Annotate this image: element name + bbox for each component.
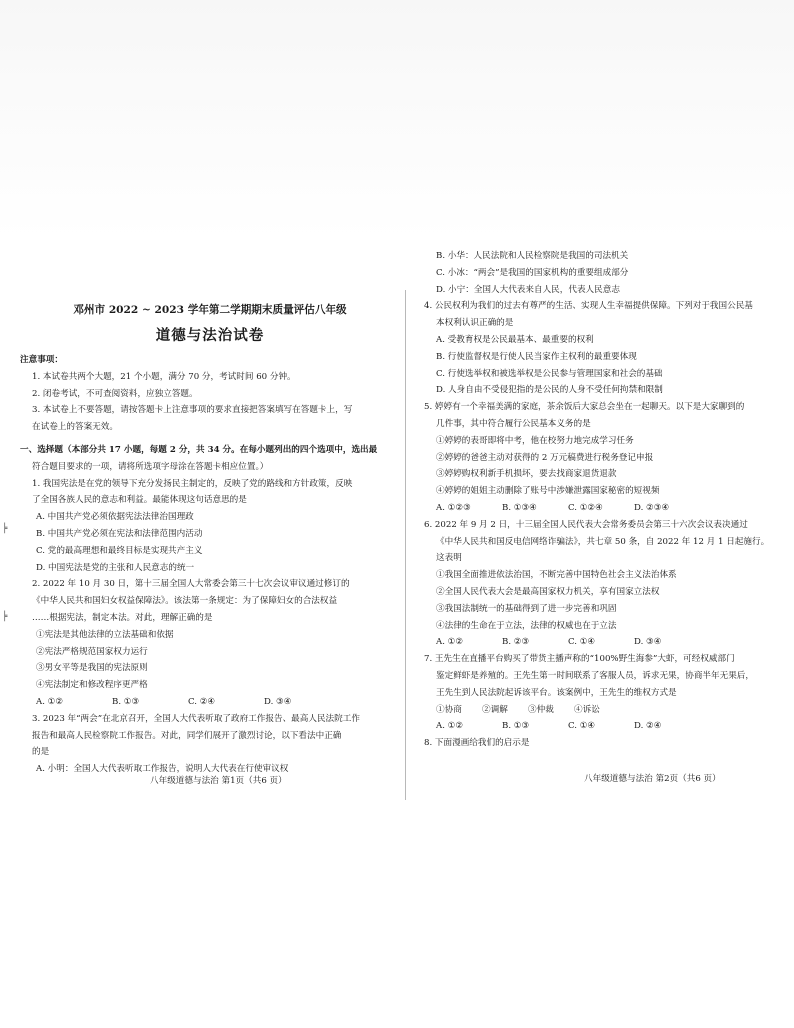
q6-item: ①我国全面推进依法治国，不断完善中国特色社会主义法治体系 (436, 570, 677, 581)
q3-stem: 的是 (32, 747, 50, 758)
page-footer-left: 八年级道德与法治 第1页（共6 页） (150, 776, 287, 786)
notice-item: 在试卷上的答案无效。 (32, 422, 118, 433)
q5-item: ④婷婷的姐姐主动删除了账号中涉嫌泄露国家秘密的短视频 (436, 486, 660, 497)
q2-choice-c: C. ②④ (188, 696, 216, 707)
q7-choice-b: B. ①③ (502, 721, 530, 732)
q3-option-d: D. 小宁：全国人大代表来自人民，代表人民意志 (436, 284, 620, 295)
q4-stem: 4. 公民权利为我们的过去有尊严的生活、实现人生幸福提供保障。下列对于我国公民基 (424, 301, 753, 312)
q5-choice-c: C. ①②④ (568, 502, 603, 513)
q6-stem: 6. 2022 年 9 月 2 日，十三届全国人民代表大会常务委员会第三十六次会议表决通过 (424, 519, 748, 530)
exam-header-title: 邓州市 2022 ~ 2023 学年第二学期期末质量评估八年级 (73, 304, 347, 316)
q7-item: ①协商 (436, 704, 462, 715)
q6-choice-b: B. ②③ (502, 637, 530, 648)
q7-stem: 7. 王先生在直播平台购买了带货主播声称的“100%野生海参”大虾，可经权威部门 (424, 654, 735, 665)
q7-item: ④诉讼 (574, 704, 600, 715)
binding-mark: ╞ (2, 524, 8, 534)
q6-item: ③我国法制统一的基础得到了进一步完善和巩固 (436, 603, 617, 614)
q1-stem: 了全国各族人民的意志和利益。最能体现这句话意思的是 (32, 495, 247, 506)
section-heading-cont: 符合题目要求的一项，请将所选项字母涂在答题卡相应位置。） (32, 461, 269, 472)
q3-option-c: C. 小冰：“两会”是我国的国家机构的重要组成部分 (436, 267, 629, 278)
q4-stem: 本权利认识正确的是 (436, 318, 514, 329)
q4-option-c: C. 行使选举权和被选举权是公民参与管理国家和社会的基础 (436, 368, 663, 379)
q7-choice-c: C. ①④ (568, 721, 596, 732)
q6-item: ④法律的生命在于立法，法律的权威也在于立法 (436, 620, 617, 631)
q6-stem: 《中华人民共和国反电信网络诈骗法》，共七章 50 条，自 2022 年 12 月 1 日起施行。 (436, 536, 770, 547)
q7-stem: 鉴定鲜虾是养殖的。王先生第一时间联系了客服人员，诉求无果，协商半年无果后， (436, 670, 754, 681)
scan-top-margin (0, 0, 794, 240)
q5-item: ②婷婷的爸爸主动对获得的 2 万元稿费进行税务登记申报 (436, 452, 654, 463)
q5-choice-b: B. ①③④ (502, 502, 537, 513)
right-page (424, 248, 776, 752)
q2-item: ①宪法是其他法律的立法基础和依据 (36, 629, 174, 640)
page-footer-right: 八年级道德与法治 第2页（共6 页） (584, 774, 721, 784)
left-page (20, 300, 400, 778)
q1-stem: 1. 我国宪法是在党的领导下充分发扬民主制定的，反映了党的路线和方针政策，反映 (32, 478, 353, 489)
q4-option-a: A. 受教育权是公民最基本、最重要的权利 (436, 334, 594, 345)
q2-choice-a: A. ①② (36, 696, 64, 707)
q6-choice-d: D. ③④ (634, 637, 662, 648)
q7-choice-a: A. ①② (436, 721, 464, 732)
q2-stem: ……根据宪法，制定本法。对此，理解正确的是 (32, 612, 213, 623)
q3-option-a: A. 小明：全国人大代表听取工作报告，说明人大代表在行使审议权 (36, 764, 289, 775)
q6-choice-a: A. ①② (436, 637, 464, 648)
q3-stem: 报告和最高人民检察院工作报告。对此，同学们展开了激烈讨论，以下看法中正确 (32, 730, 342, 741)
q6-stem: 这表明 (436, 553, 462, 564)
notice-item: 1. 本试卷共两个大题，21 个小题，满分 70 分，考试时间 60 分钟。 (32, 371, 296, 382)
q7-choices (424, 718, 776, 735)
q5-stem: 几件事，其中符合履行公民基本义务的是 (436, 418, 591, 429)
q6-choice-c: C. ①④ (568, 637, 596, 648)
q2-stem: 《中华人民共和国妇女权益保障法》。该法第一条规定：为了保障妇女的合法权益 (32, 596, 338, 607)
q5-choice-d: D. ②③④ (634, 502, 670, 513)
q7-item: ③仲裁 (528, 704, 554, 715)
section-heading: 一、选择题（本部分共 17 小题，每题 2 分，共 34 分。在每小题列出的四个选项中，选出最 (20, 444, 378, 455)
q3-stem: 3. 2023 年“两会”在北京召开，全国人大代表听取了政府工作报告、最高人民法院工作 (32, 713, 360, 724)
q5-choice-a: A. ①②③ (436, 502, 471, 513)
binding-mark: ╞ (2, 612, 8, 622)
q2-stem: 2. 2022 年 10 月 30 日，第十三届全国人大常委会第三十七次会议审议通过修订的 (32, 579, 350, 590)
notice-heading: 注意事项： (20, 355, 63, 365)
q1-option-b: B. 中国共产党必须在宪法和法律范围内活动 (36, 528, 203, 539)
q1-option-d: D. 中国宪法是党的主张和人民意志的统一 (36, 562, 195, 573)
q7-item: ②调解 (482, 704, 508, 715)
q5-item: ①婷婷的表哥即将中考，他在校努力地完成学习任务 (436, 435, 634, 446)
notice-item: 2. 闭卷考试，不可查阅资料，应独立答题。 (32, 388, 198, 399)
q1-option-c: C. 党的最高理想和最终目标是实现共产主义 (36, 545, 203, 556)
q4-option-b: B. 行使监督权是行使人民当家作主权利的最重要体现 (436, 351, 637, 362)
q2-choice-b: B. ①③ (112, 696, 140, 707)
q3-option-b: B. 小华：人民法院和人民检察院是我国的司法机关 (436, 251, 629, 261)
q5-stem: 5. 婷婷有一个幸福美满的家庭，茶余饭后大家总会坐在一起聊天。以下是大家聊到的 (424, 402, 745, 413)
q7-items (424, 702, 776, 719)
q5-choices (424, 500, 776, 517)
q5-item: ③婷婷购权利新手机损坏，要去找商家退货退款 (436, 469, 617, 480)
q2-item: ②宪法严格规范国家权力运行 (36, 646, 148, 657)
subject-title: 道德与法治试卷 (155, 327, 265, 344)
q2-choices (20, 694, 400, 711)
q1-option-a: A. 中国共产党必须依据宪法法律治国理政 (36, 512, 194, 523)
q6-item: ②全国人民代表大会是最高国家权力机关，享有国家立法权 (436, 586, 660, 597)
q2-choice-d: D. ③④ (264, 696, 292, 707)
q8-stem: 8. 下面漫画给我们的启示是 (424, 738, 530, 749)
q4-option-d: D. 人身自由不受侵犯指的是公民的人身不受任何拘禁和限制 (436, 385, 663, 396)
q7-choice-d: D. ②④ (634, 721, 662, 732)
notice-item: 3. 本试卷上不要答题，请按答题卡上注意事项的要求直接把答案填写在答题卡上，写 (32, 405, 353, 416)
page-divider (405, 290, 406, 800)
q2-item: ④宪法制定和修改程序更严格 (36, 680, 148, 691)
q6-choices (424, 634, 776, 651)
q7-stem: 王先生到人民法院起诉该平台。该案例中，王先生的维权方式是 (436, 687, 677, 698)
q2-item: ③男女平等是我国的宪法原则 (36, 663, 148, 674)
